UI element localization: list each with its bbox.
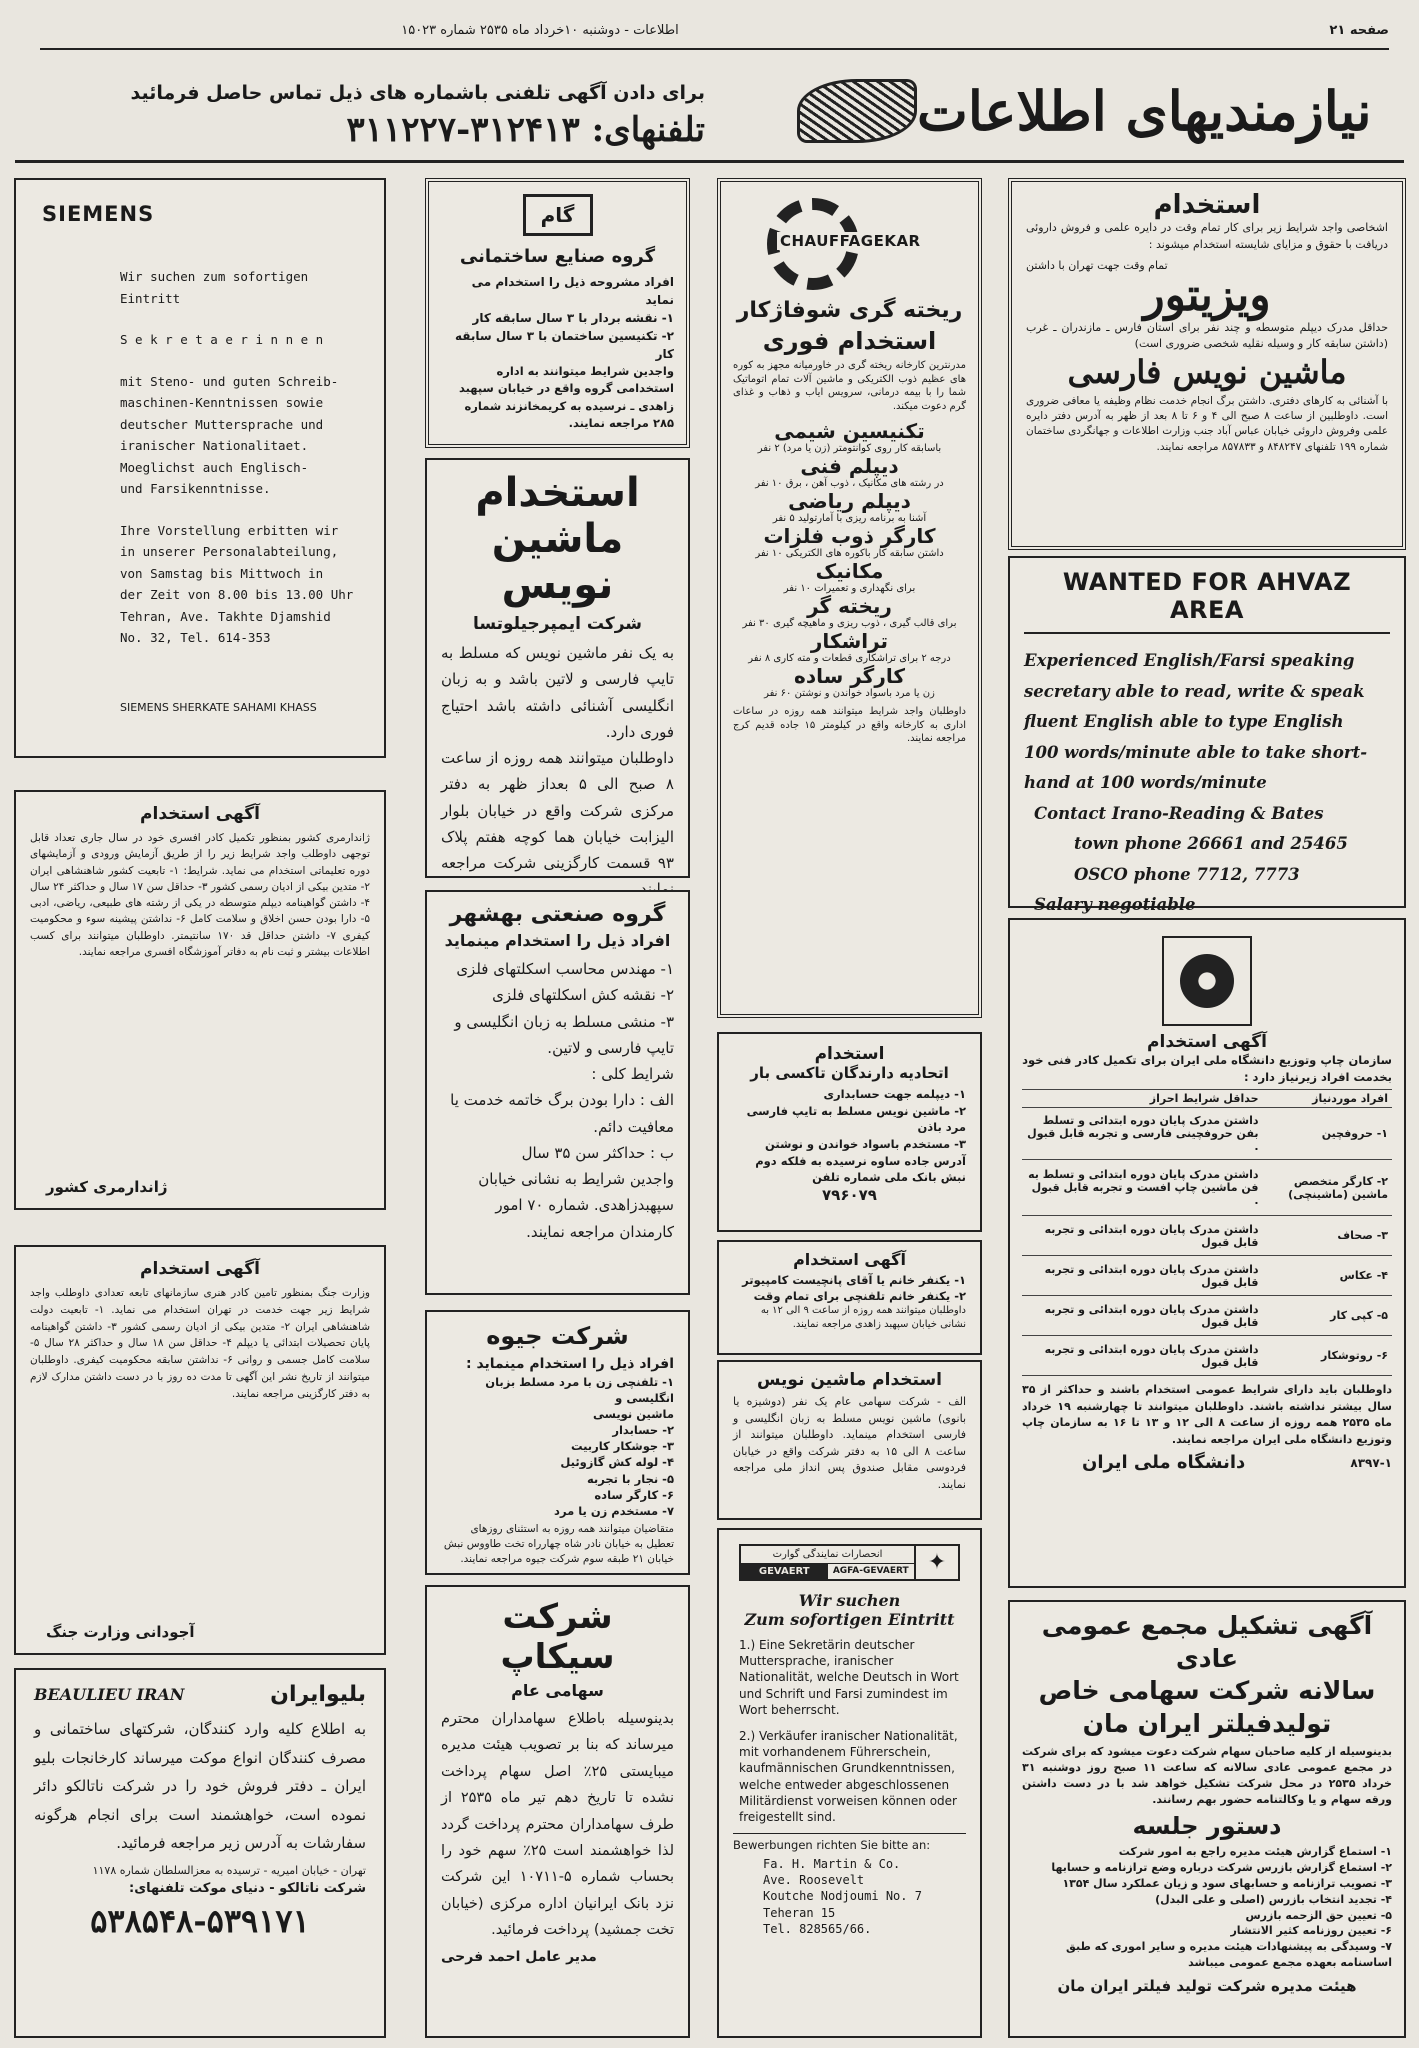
computer-item: داوطلبان میتوانند همه روزه از ساعت ۹ الی ۱۲ به نشانی خیابان سپهبد زاهدی مراجعه نمایند.: [760, 1305, 966, 1330]
university-signature: دانشگاه ملی ایران: [1082, 1452, 1246, 1474]
university-phone: ۸۳۹۷-۱: [1350, 1455, 1392, 1470]
ahvaz-ad: [1008, 556, 1406, 915]
siemens-body: [42, 266, 358, 649]
shofazh-job-desc: باسابقه کار روی کوانتومتر (زن یا مرد) ۲ نفر: [757, 443, 942, 454]
jiveh-item: ۵- نجار با تجربه: [586, 1471, 674, 1486]
taxi-item: ۲- ماشین نویس مسلط به تایپ فارسی: [746, 1103, 966, 1118]
imperial-body2: داوطلبان میتوانند همه روزه از ساعت ۸ صبح الی ۵ بعداز ظهر به دفتر مرکزی شرکت واقع در خیابان بلوار الیزابت خیابان هما کوچه هفتم پلاک ۹۳ قسمت کارگزینی شرکت مراجعه: [441, 749, 674, 872]
filter-title1: آگهی تشکیل مجمع عمومی عادی: [1041, 1611, 1373, 1673]
ahvaz-body: [1024, 646, 1390, 921]
jiveh-item: ماشین نویسی: [593, 1407, 674, 1422]
filter-intro: بدینوسیله از کلیه صاحبان سهام شرکت دعوت میشود که برای شرکت در مجمع عمومی عادی سالانه که ساعت ۱۱ صبح روز دوشنبه ۳۱ خرداد ۲۵۳۵ در محل شرکت تشکیل خواهد شد با در دست داشتن ورقه سهام و یا وکالتنامه حضور بهم رسانند.: [1022, 1745, 1392, 1806]
shofazh-job-desc: داشتن سابقه کار باکوره های الکتریکی ۱۰ نفر: [755, 548, 944, 559]
gevaert-item: 2.) Verkäufer iranischer Nationalität, mit vorhandenem Führerschein, kaufmännischen Grundkenntnissen, welche entweder abgeschlossenen Militärdienst vorweisen können oder freigestellt sind.: [739, 1728, 958, 1824]
computer-title: آگهی استخدام: [793, 1250, 906, 1269]
gevaert-logo: [739, 1544, 960, 1581]
shofazh-job-desc: برای نگهداری و تعمیرات ۱۰ نفر: [783, 583, 916, 594]
university-title: آگهی استخدام: [1147, 1032, 1267, 1052]
ahvaz-line: Contact Irano-Reading & Bates: [1034, 803, 1324, 823]
imperial-typist-ad: [425, 458, 690, 878]
filter-agenda: [1022, 1844, 1392, 1972]
ettelaat-emblem-icon: [797, 79, 917, 143]
shofazh-job-desc: زن یا مرد باسواد خواندن و نوشتن ۶۰ نفر: [764, 688, 935, 699]
behshahr-ad: [425, 890, 690, 1295]
shofazh-job: [733, 594, 966, 629]
list-item: ۲- استماع گزارش بازرس شرکت درباره وضع ترازنامه و حسابها: [1051, 1860, 1392, 1874]
beaulieu-brand-en: BEAULIEU IRAN: [34, 1685, 185, 1704]
beaulieu-ad: [14, 1668, 386, 2038]
beaulieu-body: به اطلاع کلیه وارد کنندگان، شرکتهای ساختمانی و مصرف کنندگان انواع موکت میرساند کارخانجات بلیو ایران ـ دفتر فروش خود را در شرکت ناتالکو دائر نموده است، خواهشمند است برای انجام هرگونه سفارشات به آدرس زیر مراجعه فرمائید.: [34, 1720, 366, 1852]
shofazh-intro: مدرنترین کارخانه ریخته گری در خاورمیانه مجهز به کوره های عظیم ذوب الکتریکی و ماشین آلات تمام اتوماتیک شما را با بیمه درمانی، سرویس ایاب و ذهاب و غذای گرم دعوت میکند.: [733, 360, 966, 412]
shofazh-job: [733, 454, 966, 489]
jiveh-item: ۶- کارگر ساده: [594, 1487, 674, 1502]
ahvaz-line: Salary negotiable: [1034, 895, 1196, 915]
gevaert-subtitle: Zum sofortigen Eintritt: [744, 1610, 955, 1629]
vitour-brand2: ماشین نویس فارسی: [1067, 353, 1347, 392]
sakhtemani-item: واجدین شرایط میتوانند به اداره استخدامی گروه واقع در خیابان سپهبد زاهدی ـ نرسیده به کریمخانزند شماره ۲۸۵ مراجعه نمایند.: [458, 364, 674, 430]
typist-title: استخدام ماشین نویس: [757, 1370, 942, 1390]
jiveh-item: ۲- حسابدار: [612, 1423, 674, 1438]
war-ministry-signature: آجودانی وزارت جنگ: [46, 1623, 195, 1641]
siemens-line: und Farsikenntnisse.: [120, 481, 271, 496]
beaulieu-phones: ۵۳۸۵۴۸-۵۳۹۱۷۱: [90, 1901, 310, 1940]
war-ministry-body: وزارت جنگ بمنظور تامین کادر هنری سازمانهای تابعه تعدادی داوطلب واجد شرایط زیر جهت خدمت در تهران استخدام می نماید. ۱- تابعیت دولت شاهنشاهی ایران ۲- متدین بیکی از ادیان رسمی کشور ۳- داشتن گواهینامه پایان تحصیلات ابتدائی یا دیپلم ۴- حداقل سن ۱۸ سال و حداکثر ۲۸ سال ۵- سلامت کامل جسمی و روانی ۶- نداشتن سابقه محکومیت کیفری. داوطلبان میتوانند از تاریخ نشر این آگهی تا مدت ده روز با در دست داشتن مدارک لازم به دفتر کارگزینی مراجعه نمایند.: [30, 1287, 370, 1400]
behshahr-item: ۳- منشی مسلط به زبان انگلیسی و تایپ فارسی و لاتین.: [454, 1012, 674, 1057]
gevaert-item: 1.) Eine Sekretärin deutscher Muttersprache, iranischer Nationalität, welche Deutsch in Wort und Schrift und Farsi zumindest im Wort beherrscht.: [739, 1638, 959, 1717]
siemens-line: Eintritt: [120, 290, 181, 306]
vitour-brand: ویزیتور: [1143, 270, 1271, 321]
sikap-ad: [425, 1585, 690, 2038]
masthead-logo: [789, 66, 1389, 156]
sakhtemani-title: گروه صنایع ساختمانی: [459, 246, 656, 267]
taxi-phone: ۷۹۶۰۷۹: [822, 1186, 877, 1205]
gendarmerie-title: آگهی استخدام: [140, 804, 260, 824]
flower-emblem-icon: [1180, 954, 1234, 1008]
table-row: [1022, 1215, 1392, 1255]
list-item: ۷- وسیدگی به پیشنهادات هیئت مدیره و سایر اموری که طبق اساسنامه بعهده مجمع عمومی میباشد: [1066, 1940, 1392, 1970]
sakhtemani-item: ۲- تکنیسین ساختمان با ۳ سال سابقه کار: [454, 329, 674, 361]
gevaert-address-line: Koutche Nodjoumi No. 7: [763, 1889, 922, 1904]
sikap-title: شرکت سیکاپ: [500, 1597, 615, 1677]
issue-info: اطلاعات - دوشنبه ۱۰خرداد ماه ۲۵۳۵ شماره ۱۵۰۲۳: [401, 23, 679, 38]
shofazh-job-title: دیپلم فنی: [800, 454, 899, 478]
vitour-req1: حداقل مدرک دیپلم متوسطه و چند نفر برای استان فارس ـ مازندران ـ غرب (داشتن سابقه کار و وسیله نقلیه شخصی ضروری است): [1026, 321, 1388, 351]
ahvaz-line: fluent English able to type English: [1024, 712, 1344, 732]
ahvaz-title: WANTED FOR AHVAZ AREA: [1024, 568, 1390, 634]
ahvaz-line: OSCO phone 7712, 7773: [1074, 864, 1300, 884]
table-row: [1022, 1255, 1392, 1295]
contact-phones: تلفنهای: ۳۱۲۴۱۳-۳۱۱۲۲۷: [346, 110, 705, 150]
siemens-line: mit Steno- und guten Schreib-: [120, 373, 339, 389]
ahvaz-line: town phone 26661 and 25465: [1074, 834, 1348, 854]
sakhtemani-logo: [523, 194, 593, 236]
ahvaz-line: secretary able to read, write & speak: [1024, 681, 1365, 701]
university-col-header: حداقل شرایط احراز: [1149, 1092, 1259, 1106]
beaulieu-company: شرکت ناتالکو - دنیای موکت تلفنهای:: [129, 1880, 366, 1896]
sikap-signature: مدیر عامل احمد فرحی: [441, 1949, 597, 1966]
behshahr-item: شرایط کلی :: [591, 1065, 674, 1083]
shofazh-job-desc: درجه ۲ برای تراشکاری قطعات و مته کاری ۸ نفر: [748, 653, 951, 664]
shofazh-job-title: دیپلم ریاضی: [788, 489, 911, 513]
gevaert-emblem-icon: ✦: [914, 1546, 958, 1579]
behshahr-title: گروه صنعتی بهشهر: [449, 902, 666, 927]
gendarmerie-signature: ژاندارمری کشور: [46, 1178, 168, 1196]
table-row: [1022, 1295, 1392, 1335]
taxi-title: استخدام: [814, 1044, 885, 1064]
university-role: ۱- حروفچین: [1321, 1127, 1388, 1141]
list-item: ۱- استماع گزارش هیئت مدیره راجع به امور شرکت: [1118, 1844, 1392, 1858]
vitour-sub1: تمام وقت جهت تهران با داشتن: [1026, 259, 1168, 272]
behshahr-item: واجدین شرایط به نشانی خیابان سپهبدزاهدی. شماره ۷۰ امور کارمندان مراجعه نمایند.: [478, 1170, 674, 1241]
jiveh-item: ۳- جوشکار کاربیت: [570, 1439, 674, 1454]
computer-item: ۱- یکنفر خانم یا آقای پانچیست کامپیوتر: [742, 1273, 966, 1287]
university-role: ۴- عکاس: [1339, 1269, 1388, 1283]
university-col-header: افراد موردنیاز: [1312, 1092, 1388, 1106]
gevaert-address-line: Tel. 828565/66.: [763, 1921, 872, 1936]
table-row: [1022, 1335, 1392, 1375]
shofazh-job-desc: در رشته های مکانیک ، ذوب آهن ، برق ۱۰ نفر: [755, 478, 944, 489]
gevaert-brand1: GEVAERT: [741, 1564, 828, 1579]
taxi-item: ۳- مستخدم باسواد خواندن و نوشتن: [765, 1137, 966, 1152]
behshahr-item: الف : دارا بودن برگ خاتمه خدمت یا معافیت دائم.: [450, 1091, 674, 1136]
siemens-line: Tehran, Ave. Takhte Djamshid: [120, 608, 331, 624]
university-requirement: داشتن مدرک پایان دوره ابتدائی و تجربه قابل قبول: [1044, 1342, 1259, 1369]
typist-body: الف - شرکت سهامی عام یک نفر (دوشیزه یا بانوی) ماشین نویس مسلط به زبان انگلیسی و فارسی استخدام مینماید. داوطلبان میتوانند از ساعت ۸ الی ۱۵ به دفتر شرکت واقع در خیابان فردوسی مقابل صندوق پس انداز ملی مراجعه نمایند.: [733, 1395, 966, 1491]
shofazh-title: ریخته گری شوفاژکار: [736, 298, 963, 323]
war-ministry-ad: [14, 1245, 386, 1655]
shofazh-ad: [717, 178, 982, 1018]
contact-line: برای دادن آگهی تلفنی باشماره های ذیل تماس حاصل فرمائید: [130, 82, 705, 104]
siemens-line: No. 32, Tel. 614-353: [120, 630, 271, 645]
university-requirement: داشتن مدرک پایان دوره ابتدائی و تجربه قابل قبول: [1044, 1302, 1259, 1329]
imperial-title1: استخدام: [475, 470, 640, 516]
siemens-line: deutscher Muttersprache und: [120, 416, 324, 432]
sakhtemani-item: ۱- نقشه بردار با ۳ سال سابقه کار: [472, 311, 674, 325]
filter-title3: تولیدفیلتر ایران مان: [1082, 1708, 1332, 1738]
sakhtemani-ad: [425, 178, 690, 448]
sikap-subtitle: سهامی عام: [511, 1681, 604, 1700]
university-role: ۳- صحاف: [1337, 1229, 1388, 1243]
university-intro: سازمان چاپ وتوزیع دانشگاه ملی ایران برای تکمیل کادر فنی خود بخدمت افراد زیرنیاز دارد :: [1022, 1053, 1392, 1084]
gevaert-ad: [717, 1528, 982, 2038]
siemens-line: Moeglichst auch Englisch-: [120, 459, 309, 475]
behshahr-item: ب : حداکثر سن ۳۵ سال: [521, 1143, 674, 1162]
siemens-line: Wir suchen zum sofortigen: [120, 269, 309, 284]
list-item: ۳- تصویب ترازنامه و حسابهای سود و زیان عملکرد سال ۱۳۵۴: [1062, 1876, 1392, 1890]
beaulieu-brand-fa: بلیوایران: [270, 1682, 366, 1707]
siemens-signature: SIEMENS SHERKATE SAHAMI KHASS: [120, 700, 317, 714]
table-row: [1022, 1159, 1392, 1215]
siemens-ad: [14, 178, 386, 758]
siemens-line: S e k r e t a e r i n n e n: [120, 332, 324, 347]
shofazh-job-title: ریخته گر: [807, 594, 892, 618]
filter-signature: هیئت مدیره شرکت تولید فیلتر ایران مان: [1057, 1977, 1357, 1996]
shofazh-job: [733, 664, 966, 699]
imperial-body: به یک نفر ماشین نویس که مسلط به تایپ فارسی و لاتین باشد و به زبان انگلیسی آشنائی داشته باشد احتیاج فوری دارد.: [441, 644, 674, 741]
university-role: ۲- کارگر متخصص ماشین (ماشینچی): [1288, 1174, 1388, 1201]
shofazh-job-title: تراشکار: [810, 629, 889, 653]
list-item: ۵- تعیین حق الزحمه بازرس: [1245, 1908, 1392, 1922]
siemens-brand: SIEMENS: [42, 202, 155, 226]
jiveh-item: ۱- تلفنچی زن با مرد مسلط بزبان انگلیسی و: [485, 1375, 674, 1406]
gevaert-footer-label: Bewerbungen richten Sie bitte an:: [733, 1833, 966, 1852]
computer-ad: [717, 1240, 982, 1355]
list-item: ۴- تجدید انتخاب بازرس (اصلی و علی البدل): [1155, 1892, 1392, 1906]
behshahr-item: ۱- مهندس محاسب اسکلتهای فلزی: [456, 960, 674, 978]
shofazh-job-desc: برای قالب گیری ، ذوب ریزی و ماهیچه گیری ۳۰ نفر: [742, 618, 957, 629]
behshahr-subtitle: افراد ذیل را استخدام مینماید: [444, 931, 671, 950]
shofazh-footer: داوطلبان واجد شرایط میتوانند همه روزه در ساعات اداری به کارخانه واقع در کیلومتر ۱۵ جاده قدیم کرج مراجعه نمایند.: [733, 706, 966, 744]
vitour-req2: با آشنائی به کارهای دفتری. داشتن برگ انجام خدمت نظام وظیفه یا معافی ضروری است. داوطلبین از ساعت ۸ صبح الی ۴ و ۶ تا ۸ بعد از ظهر به آدرس دفتر دایره علمی وفروش داروئی خیابان عباس آباد جنب وزارت اطلاعات و جهانگردی ساختمان شماره ۱۹۹ تلفنهای ۸۴۸۲۴۷ و ۸۵۷۸۳۳ مراجعه نمایند.: [1026, 394, 1388, 453]
sikap-body: بدینوسیله باطلاع سهامداران محترم میرساند که بنا بر تصویب هیئت مدیره میبایستی ۲۵٪ اصل سهام پرداخت نشده تا تاریخ دهم تیر ماه ۲۵۳۵ از طرف سهامداران محترم پرداخت گردد لذا خواهشمند است ۲۵٪ سهم خود را بحساب شماره ۵-۱۰۷۱۱ این شرکت نزد بانک ایرانیان اداره مرکزی (خیابان تخت جمشید) پرداخت فرمائید.: [441, 1711, 675, 1938]
shofazh-job-title: کارگر ساده: [794, 664, 905, 688]
shofazh-job: [733, 559, 966, 594]
sakhtemani-logo-text: گام: [540, 203, 575, 227]
shofazh-job: [733, 489, 966, 524]
masthead-rule-bottom: [15, 160, 1404, 163]
taxi-ad: [717, 1032, 982, 1232]
ahvaz-line: Experienced English/Farsi speaking: [1024, 651, 1355, 670]
vitour-intro: اشخاصی واجد شرایط زیر برای کار تمام وقت در دایره علمی و فروش داروئی دریافت با حقوق و مزایای شایسته استخدام میشوند :: [1026, 221, 1388, 251]
gevaert-brand2: AGFA-GEVAERT: [832, 1566, 909, 1576]
university-logo: [1162, 936, 1252, 1026]
gevaert-address-line: Fa. H. Martin & Co.: [763, 1857, 901, 1872]
gendarmerie-body: ژاندارمری کشور بمنظور تکمیل کادر افسری خود در سال جاری تعداد قابل توجهی داوطلب واجد شرایط زیر را از طریق آزمایش ورودی و آزمایشهای دوره تعلیماتی استخدام می نماید. شرایط: ۱- تابعیت کشور شاهنشاهی ایران ۲- متدین بیکی از ادیان رسمی کشور ۳- حداقل سن ۱۷ سال و حداکثر ۲۴ سال ۴- داشتن گواهینامه دیپلم متوسطه در یکی از رشته های طبیعی، ریاضی، ادبی ۵- دارا بودن حسن اخلاق و سلامت کامل ۶- نداشتن پیشینه سوء و محکومیت کیفری ۷- داشتن حداقل قد ۱۷۰ سانتیمتر. داوطلبان میتوانند برای کسب اطلاعات بیشتر و ثبت نام به دفاتر آموزشگاه افسری مراجعه نمایند.: [30, 832, 370, 958]
shofazh-job-title: مکانیک: [815, 559, 884, 583]
siemens-line: von Samstag bis Mittwoch in: [120, 565, 324, 581]
sakhtemani-item: افراد مشروحه ذیل را استخدام می نماید: [471, 275, 674, 307]
war-ministry-title: آگهی استخدام: [140, 1259, 260, 1279]
beaulieu-address: تهران - خیابان امیریه - ترسیده به معزالسلطان شماره ۱۱۷۸: [92, 1863, 366, 1877]
jiveh-ad: [425, 1310, 690, 1575]
newspaper-title: نیازمندیهای اطلاعات: [917, 79, 1372, 143]
gendarmerie-ad: [14, 790, 386, 1210]
university-requirement: داشتن مدرک پایان دوره ابتدائی و تجربه قابل قبول: [1044, 1262, 1259, 1289]
jiveh-title: شرکت جیوه: [486, 1322, 629, 1350]
imperial-title2: ماشین نویس: [491, 516, 624, 608]
jiveh-subtitle: افراد ذیل را استخدام مینماید :: [465, 1356, 674, 1372]
vitour-title: استخدام: [1153, 190, 1261, 220]
shofazh-job-title: تکنیسین شیمی: [774, 419, 925, 443]
siemens-line: iranischer Nationalitaet.: [120, 438, 309, 453]
siemens-line: Ihre Vorstellung erbitten wir: [120, 522, 339, 538]
jiveh-item: ۴- لوله کش گازوئیل: [560, 1455, 674, 1470]
jiveh-item: ۷- مستخدم زن یا مرد: [554, 1503, 674, 1518]
masthead-rule-top: [40, 48, 1389, 50]
university-requirement: داشتن مدرک پایان دوره ابتدائی و تسلط بفن حروفچینی فارسی و تجربه قابل قبول .: [1027, 1114, 1259, 1154]
page-label: صفحه ۲۱: [1329, 23, 1389, 38]
typist-ad: [717, 1360, 982, 1520]
imperial-company: شرکت ایمپرجیلوتسا: [472, 614, 643, 634]
gevaert-address: [733, 1856, 966, 1937]
university-footer: داوطلبان باید دارای شرایط عمومی استخدام باشند و حداکثر از ۳۵ سال بیشتر نداشته باشند. داوطلبان میتوانند تا چهارشنبه ۱۹ خرداد ماه ۲۵۳۵ همه روزه از ساعت ۸ الی ۱۲ و ۱۳ تا ۱۶ به سازمان چاپ وتوزیع دانشگاه ملی ایران مراجعه نمایند.: [1022, 1383, 1392, 1446]
gevaert-address-line: Teheran 15: [763, 1905, 836, 1920]
list-item: ۶- تعیین روزنامه کثیر الانتشار: [1230, 1924, 1392, 1938]
shofazh-job: [733, 524, 966, 559]
gevaert-brand-fa: انحصارات نمایندگی گوارت: [741, 1546, 914, 1564]
filter-title2: سالانه شرکت سهامی خاص: [1038, 1676, 1376, 1705]
masthead: [0, 0, 1419, 165]
university-table-header: [1022, 1089, 1392, 1107]
siemens-line: maschinen-Kenntnissen sowie: [120, 395, 324, 410]
vitour-ad: [1008, 178, 1406, 550]
taxi-subtitle: اتحادیه دارندگان تاکسی بار: [750, 1064, 949, 1082]
university-requirement: داشتن مدرک پایان دوره ابتدائی و تسلط به فن ماشین چاپ افست و تجربه قابل قبول .: [1028, 1168, 1259, 1208]
university-role: ۵- کپی کار: [1330, 1309, 1388, 1323]
taxi-item: ۱- دیپلمه جهت حسابداری: [823, 1087, 966, 1101]
shofazh-logo: [767, 198, 932, 290]
siemens-line: in unserer Personalabteilung,: [120, 544, 339, 559]
shofazh-job-desc: آشنا به برنامه ریزی با آمارتولید ۵ نفر: [772, 513, 927, 524]
filter-ad: [1008, 1600, 1406, 2038]
university-table: [1022, 1089, 1392, 1376]
jiveh-footer: متقاضیان میتوانند همه روزه به استثنای روزهای تعطیل به خیابان نادر شاه چهارراه تخت طاووس نبش خیابان ۲۱ طبقه سوم شرکت جیوه مراجعه نمایند.: [443, 1522, 674, 1566]
shofazh-job-title: کارگر ذوب فلزات: [763, 524, 936, 548]
filter-agenda-title: دستور جلسه: [1132, 1811, 1282, 1840]
university-role: ۶- روتوشکار: [1321, 1349, 1388, 1363]
shofazh-job: [733, 419, 966, 454]
gevaert-title: Wir suchen: [798, 1591, 901, 1610]
university-ad: [1008, 918, 1406, 1588]
behshahr-item: ۲- نقشه کش اسکلتهای فلزی: [492, 986, 674, 1005]
ahvaz-line: 100 words/minute able to take short-: [1024, 742, 1368, 762]
shofazh-subtitle: استخدام فوری: [762, 327, 937, 355]
table-row: [1022, 1107, 1392, 1159]
university-requirement: داشتن مدرک پایان دوره ابتدائی و تجربه قابل قبول: [1044, 1222, 1259, 1249]
shofazh-job: [733, 629, 966, 664]
taxi-item: آدرس جاده ساوه نرسیده به فلکه دوم نبش بانک ملی شماره تلفن: [755, 1153, 966, 1185]
shofazh-logo-text: CHAUFFAGEKAR: [777, 232, 924, 250]
taxi-item: مرد باذن: [917, 1120, 966, 1135]
ahvaz-line: hand at 100 words/minute: [1024, 773, 1267, 793]
siemens-line: der Zeit von 8.00 bis 13.00 Uhr: [120, 587, 354, 602]
gevaert-address-line: Ave. Roosevelt: [763, 1873, 865, 1888]
computer-item: ۲- یکنفر خانم تلفنچی برای تمام وقت: [753, 1289, 966, 1304]
